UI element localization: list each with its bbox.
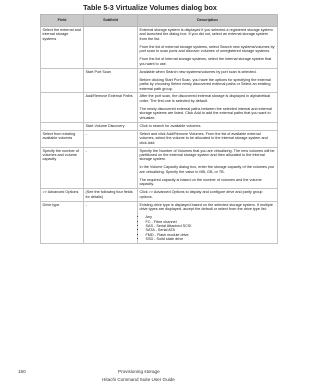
column-header-description: Description [138,15,278,27]
virtualize-volumes-table [40,14,278,244]
table-row [41,130,278,147]
footer-section-title: Provisioning storage [118,369,160,374]
table-row [41,147,278,189]
description-paragraph: Available when Search new systems/volumes by port scan is selected. [139,69,257,74]
footer-guide-title: Hitachi Command Suite User Guide [102,377,175,382]
column-header-field: Field [41,15,84,27]
description-paragraph: Click >> Advanced Options to display and configure drive and parity group options. [139,190,263,199]
description-paragraph: After the port scan, the discovered external storage is displayed in alphabetical order. The first one is selected by default. [139,94,271,103]
subfield-cell: - [84,130,138,147]
description-paragraph: Select and click Add/Remove Volumes. From the list of available external volumes, select the volume to be allocated to the internal storage system and click Add. [139,131,268,145]
field-cell [41,93,84,122]
description-cell [138,147,278,189]
list-item: • FMD - Flash module drive [146,233,276,237]
subfield-cell: Start Volume Discovery [84,122,138,130]
description-paragraph: Click to search for available volumes. [139,123,202,128]
field-cell [41,122,84,130]
description-paragraph: From the list of internal storage systems, select the internal storage system that you want to use. [139,57,272,66]
description-cell [138,201,278,244]
drive-type-list [140,215,276,242]
field-cell: Select from existing available volumes [41,130,84,147]
subfield-cell [84,27,138,69]
list-item: • Any [146,215,276,219]
field-cell [41,68,84,93]
list-item: • SAS - Serial Attached SCSI [146,224,276,228]
description-paragraph: In the Volume Capacity dialog box, enter the storage capacity of the volumes you are virtualizing. Specify the value in MB, GB, or TB. [139,165,274,174]
field-cell: Select the external and internal storage systems [41,27,84,69]
table-row [41,93,278,122]
field-cell: >> Advanced Options [41,189,84,201]
description-paragraph: Existing drive type is displayed based on the selected storage system. If multiple drive types are displayed, accept the default or select from the drive type list: [139,202,273,212]
description-paragraph: The newly discovered external paths between the selected internal and external storage systems are listed. Click Add to add the external paths that you want to virtualize. [139,106,272,120]
table-row [41,68,278,93]
list-item: • SATA - Serial ATA [146,228,276,232]
subfield-cell: - [84,147,138,189]
table-row [41,27,278,69]
table-row [41,122,278,130]
description-cell [138,122,278,130]
description-cell [138,27,278,69]
description-paragraph: External storage system is displayed if you selected a registered storage system and launched the dialog box. If you did not, select an external storage system from the list. [139,28,273,41]
description-cell [138,130,278,147]
field-cell: Specify the number of volumes and volume capacity [41,147,84,189]
list-item: • SSD - Solid state drive [146,237,276,241]
description-cell [138,189,278,201]
page-number: 150 [18,369,26,374]
table-row [41,189,278,201]
table-row [41,201,278,244]
description-cell [138,68,278,93]
table-header-row [41,15,278,27]
subfield-cell: - [84,201,138,244]
subfield-cell: Start Port Scan [84,68,138,93]
description-paragraph: Specify the Number of Volumes that you are virtualizing. The new volumes will be partitioned on the external storage system and then allocated to the internal storage system. [139,148,275,162]
field-cell: Drive type [41,201,84,244]
description-cell [138,93,278,122]
description-paragraph: From the list of external storage systems, select Search new systems/volumes by port scan to scan ports and discover volumes of unregistered storage systems. [139,44,275,54]
column-header-subfield: Subfield [84,15,138,27]
table-title: Table 5-3 Virtualize Volumes dialog box [83,3,217,12]
subfield-cell: (See the following four fields for details) [84,189,138,201]
list-item: • FC - Fibre channel [146,220,276,224]
description-paragraph: The required capacity is based on the number of volumes and the volume capacity. [139,177,262,187]
description-paragraph: Before clicking Start Port Scan, you have the options for specifying the external paths by choosing Select newly discovered external paths or Select an existing external path group. [139,77,271,91]
subfield-cell: Add/Remove External Paths [84,93,138,122]
